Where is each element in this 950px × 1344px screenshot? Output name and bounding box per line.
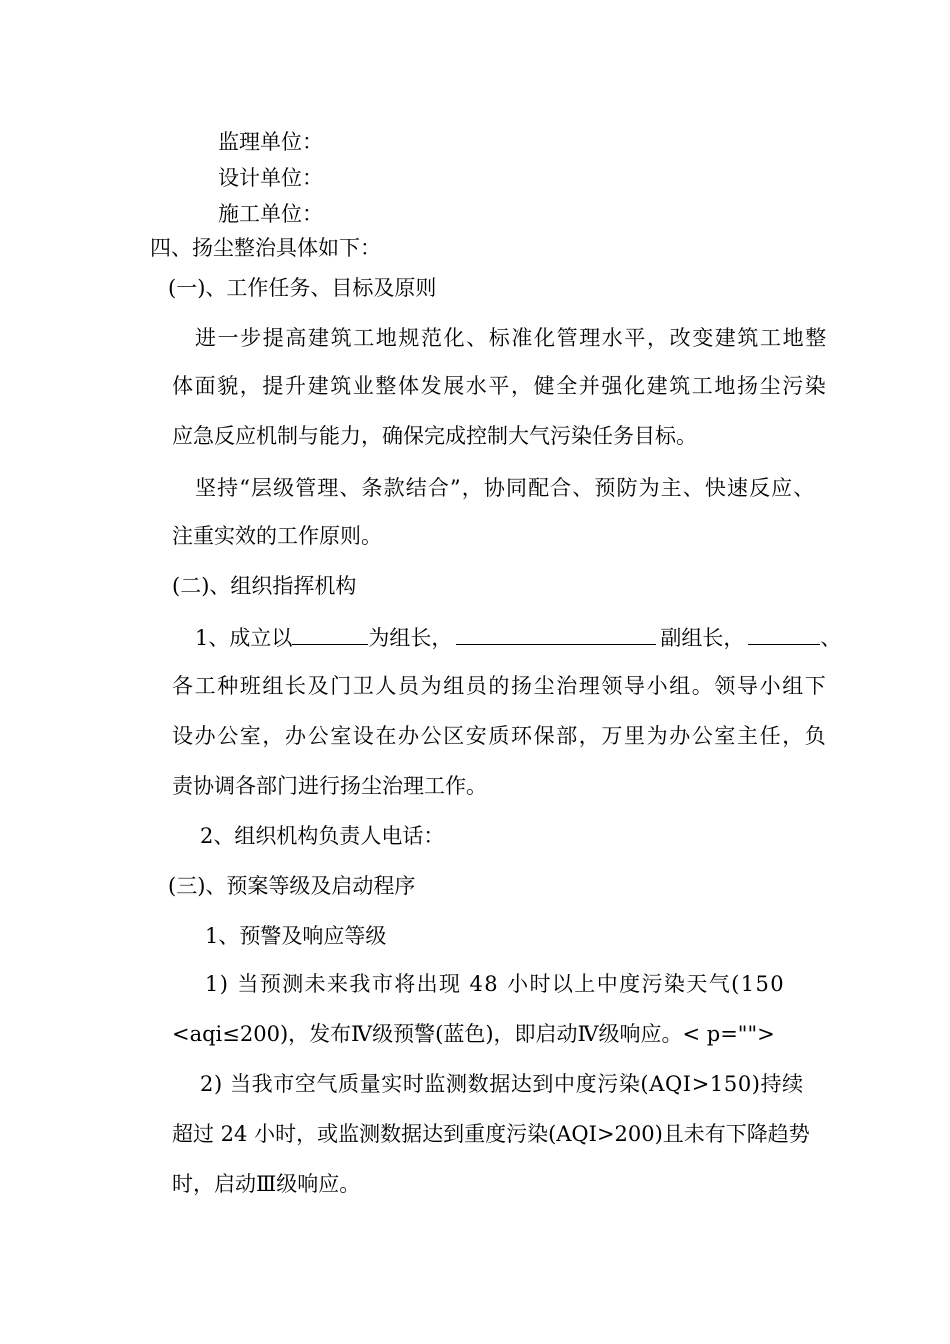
item1-deputy-text: 副组长， [660,626,745,650]
part3-item2-line2: 超过 24 小时，或监测数据达到重度污染(AQI>200)且未有下降趋势 [172,1122,810,1146]
construction-unit-label: 施工单位： [218,202,323,226]
supervision-unit-label: 监理单位： [218,130,323,154]
part2-heading: (二)、组织指挥机构 [172,574,357,598]
part1-para2-line1: 坚持“层级管理、条款结合”，协同配合、预防为主、快速反应、 [195,476,816,500]
part2-item1-line3: 设办公室，办公室设在办公区安质环保部，万里为办公室主任，负 [172,724,828,748]
part1-para1-line1: 进一步提高建筑工地规范化、标准化管理水平，改变建筑工地整 [195,326,828,350]
item1-comma: 、 [820,626,842,650]
part2-item2: 2、组织机构负责人电话： [200,824,445,848]
item1-leader-text: 为组长， [368,626,453,650]
part2-item1-line1 [195,622,841,652]
part3-sub1: 1、预警及响应等级 [205,924,387,948]
part1-para2-line2: 注重实效的工作原则。 [172,524,382,548]
member-blank [748,622,820,645]
part1-para1-line2: 体面貌，提升建筑业整体发展水平，健全并强化建筑工地扬尘污染 [172,374,828,398]
item1-prefix: 1、成立以 [195,626,293,650]
part1-heading: (一)、工作任务、目标及原则 [168,276,437,300]
part3-item2-line1: 2) 当我市空气质量实时监测数据达到中度污染(AQI>150)持续 [200,1072,804,1096]
design-unit-label: 设计单位： [218,166,323,190]
part3-heading: (三)、预案等级及启动程序 [168,874,416,898]
part3-item2-line3: 时，启动Ⅲ级响应。 [172,1172,361,1196]
part3-item1-line1: 1) 当预测未来我市将出现 48 小时以上中度污染天气(150 [205,972,785,996]
section-heading: 四、扬尘整治具体如下： [150,236,381,260]
leader-blank [292,622,368,645]
part2-item1-line2: 各工种班组长及门卫人员为组员的扬尘治理领导小组。领导小组下 [172,674,828,698]
part2-item1-line4: 责协调各部门进行扬尘治理工作。 [172,774,487,798]
part1-para1-line3: 应急反应机制与能力，确保完成控制大气污染任务目标。 [172,424,697,448]
part3-item1-line2: <aqi≤200)，发布Ⅳ级预警(蓝色)，即启动Ⅳ级响应。< p=""> [172,1022,775,1046]
deputy-blank [456,622,656,645]
